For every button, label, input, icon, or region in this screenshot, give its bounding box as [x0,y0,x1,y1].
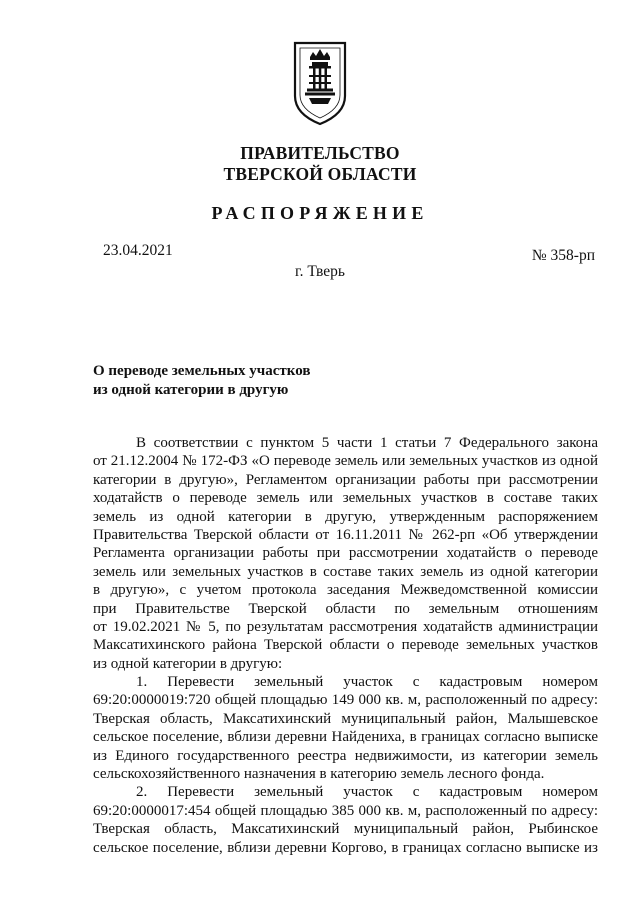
document-type: РАСПОРЯЖЕНИЕ [211,203,429,223]
body-line: земель из одной категории в другую, утвержденным распоряжением [93,508,598,525]
body-line: из одной категории в другую: [93,655,283,672]
body-line: 69:20:0000017:454 общей площадью 385 000 кв. м, расположенный по адресу: [93,802,598,819]
body-line: В соответствии с пунктом 5 части 1 статьи 7 Федерального закона [136,435,598,451]
document-city: г. Тверь [295,263,345,280]
body-line: Правительства Тверской области от 16.11.2011 № 262-рп «Об утверждении [93,526,598,543]
document-subject [93,362,310,400]
body-line: из Единого государственного реестра недвижимости, из категории земель [93,747,598,764]
body-line: ходатайств о переводе земель или земельных участков в составе таких [93,490,598,507]
coat-of-arms-emblem [292,40,348,126]
subject-line: из одной категории в другую [93,382,289,398]
body-line: Тверская область, Максатихинский муниципальный район, Малышевское [93,710,598,727]
body-line: Максатихинского района Тверской области о переводе земельных участков [93,637,598,654]
body-line: сельское поселение, вблизи деревни Найдениха, в границах согласно выписке [93,729,598,746]
body-line: категории в другую», Регламентом организации работы при рассмотрении [93,471,598,488]
document-number: № 358-рп [531,247,595,264]
body-line: от 19.02.2021 № 5, по результатам рассмотрения ходатайств администрации [93,618,598,635]
body-line: сельскохозяйственного назначения в категорию земель лесного фонда. [93,766,545,783]
body-line: от 21.12.2004 № 172-ФЗ «О переводе земель или земельных участков из одной [93,453,598,470]
body-line: 1. Перевести земельный участок с кадастровым номером [136,674,598,691]
body-line: 69:20:0000019:720 общей площадью 149 000 кв. м, расположенный по адресу: [93,692,598,709]
body-line: Тверская область, Максатихинский муниципальный район, Рыбинское [93,821,598,838]
organization-name-line1: ПРАВИТЕЛЬСТВО [240,143,400,163]
body-line: в другую», с учетом протокола заседания Межведомственной комиссии [93,582,598,599]
document-body [93,434,598,857]
document-date: 23.04.2021 [103,242,173,259]
body-line: Регламента организации работы при рассмотрении ходатайств о переводе [93,545,598,562]
organization-name-line2: ТВЕРСКОЙ ОБЛАСТИ [223,164,417,184]
subject-line: О переводе земельных участков [93,363,311,379]
body-line: земель или земельных участков в составе таких земель из одной категории [93,563,598,580]
body-line: 2. Перевести земельный участок с кадастровым номером [136,784,598,801]
body-line: сельское поселение, вблизи деревни Коргово, в границах согласно выписке из [93,839,598,856]
body-line: при Правительстве Тверской области по земельным отношениям [93,600,598,617]
